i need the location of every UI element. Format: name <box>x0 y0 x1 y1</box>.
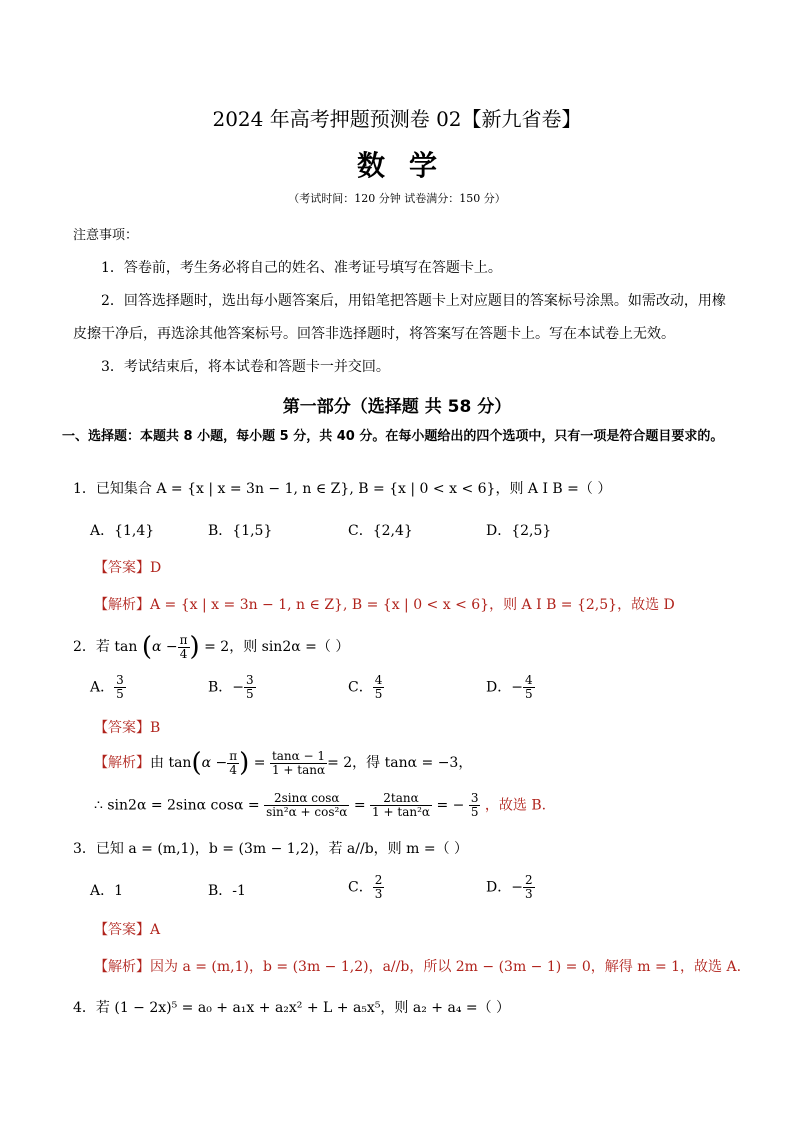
answer-value: D <box>150 560 162 576</box>
q3-option-c <box>348 874 384 901</box>
den: 5 <box>470 805 479 819</box>
num: 2sinα cosα <box>264 792 349 806</box>
answer-tag: 【答案】 <box>94 720 150 736</box>
q2-option-b <box>208 674 256 701</box>
section-heading: 第一部分（选择题 共 58 分） <box>282 397 512 417</box>
text: ，故选 B. <box>484 797 547 814</box>
answer-value: B <box>150 720 161 736</box>
q2-analysis-line-1: 【解析】由 tan(α − $\frac{\pi}{4}$ ) = $\frac{\tan\alpha - 1}{1 + \tan\alpha}$ = 2，得 tanα = −3， <box>94 748 473 778</box>
four: 4 <box>229 762 238 777</box>
den: 1 + tanα <box>271 762 326 777</box>
den: 3 <box>374 887 383 901</box>
text: ∴ sin2α = 2sinα cosα = <box>94 797 260 814</box>
pi: π <box>179 632 188 647</box>
den: 5 <box>374 687 383 701</box>
notice-item-1: 1．答卷前，考生务必将自己的姓名、准考证号填写在答题卡上。 <box>101 260 502 276</box>
label: D．− <box>486 879 523 896</box>
q1-option-a: A．{1,4} <box>90 523 155 539</box>
answer-tag: 【答案】 <box>94 922 150 938</box>
q2-option-a <box>90 674 126 701</box>
label: C． <box>348 679 373 696</box>
q2-answer <box>94 717 160 737</box>
den: 5 <box>116 687 124 701</box>
den: 5 <box>246 687 254 701</box>
num: 2 <box>374 873 383 887</box>
q3-option-d <box>486 874 535 901</box>
q1-option-c: C．{2,4} <box>348 523 413 539</box>
notice-heading: 注意事项： <box>73 228 139 243</box>
analysis-tag: 【解析】 <box>94 959 150 975</box>
q1-answer <box>94 557 161 577</box>
part-heading: 一、选择题：本题共 8 小题，每小题 5 分，共 40 分。在每小题给出的四个选项中，只有一项是符合题目要求的。 <box>62 429 724 444</box>
den: 3 <box>524 887 533 901</box>
answer-tag: 【答案】 <box>94 560 150 576</box>
num: tanα − 1 <box>271 748 326 763</box>
analysis-tag: 【解析】 <box>94 597 150 613</box>
four: 4 <box>179 646 188 661</box>
alpha-minus: α − <box>151 639 178 655</box>
notice-item-3: 3．考试结束后，将本试卷和答题卡一并交回。 <box>101 359 390 375</box>
eq: = <box>353 797 366 814</box>
eq: = − <box>436 797 465 814</box>
stem-prefix: 2．若 tan <box>73 639 138 655</box>
den: sin²α + cos²α <box>266 805 348 819</box>
label: A． <box>90 679 115 696</box>
q1-option-b: B．{1,5} <box>208 523 273 539</box>
notice-item-2-line-1: 2．回答选择题时，选出每小题答案后，用铅笔把答题卡上对应题目的答案标号涂黑。如需改动，用橡 <box>101 293 726 309</box>
q2-stem: 2．若 tan (α − $\frac{\pi}{4}$ ) = 2，则 sin2α =（ ） <box>73 632 350 662</box>
num: 3 <box>246 673 254 687</box>
q2-option-c <box>348 674 384 701</box>
q3-option-b: B．-1 <box>208 883 246 899</box>
answer-value: A <box>150 922 161 938</box>
label: B．− <box>208 679 245 696</box>
label: D．− <box>486 679 523 696</box>
den: 5 <box>524 687 533 701</box>
exam-title: 2024 年高考押题预测卷 02【新九省卷】 <box>212 107 582 131</box>
label: C． <box>348 879 373 896</box>
num: 2 <box>524 873 533 887</box>
q2-option-d <box>486 674 535 701</box>
q1-analysis <box>94 594 675 614</box>
num: 4 <box>524 673 533 687</box>
den: 1 + tan²α <box>372 805 430 819</box>
q3-analysis <box>94 956 741 976</box>
num: 4 <box>374 673 383 687</box>
time-info: （考试时间：120 分钟 试卷满分：150 分） <box>288 192 506 205</box>
notice-item-2-line-2: 皮擦干净后，再选涂其他答案标号。回答非选择题时，将答案写在答题卡上。写在本试卷上无效。 <box>73 326 675 342</box>
q2-analysis-line-2 <box>94 792 546 819</box>
alpha-minus: α − <box>201 755 228 771</box>
subject-title: 数学 <box>356 149 461 182</box>
q4-stem: 4．若 (1 − 2x)⁵ = a₀ + a₁x + a₂x² + L + a₅x⁵，则 a₂ + a₄ =（ ） <box>73 1000 511 1016</box>
q1-stem: 1．已知集合 A = {x | x = 3n − 1, n ∈ Z}, B = {x | 0 < x < 6}，则 A I B =（ ） <box>73 481 612 497</box>
text: 由 tan <box>150 755 192 771</box>
text: = 2，得 tanα = −3， <box>327 755 473 771</box>
q1-option-d: D．{2,5} <box>486 523 552 539</box>
pi: π <box>229 748 238 763</box>
stem-suffix: = 2，则 sin2α =（ ） <box>204 639 350 655</box>
analysis-tag: 【解析】 <box>94 755 150 771</box>
q3-option-a: A．1 <box>90 883 124 899</box>
analysis-text: 因为 a = (m,1)，b = (3m − 1,2)，a//b，所以 2m − (3m − 1) = 0，解得 m = 1，故选 A. <box>150 959 742 975</box>
num: 3 <box>470 791 479 805</box>
q3-answer <box>94 919 160 939</box>
q3-stem: 3．已知 a = (m,1)，b = (3m − 1,2)，若 a//b，则 m =（ ） <box>73 841 469 857</box>
num: 3 <box>116 673 124 687</box>
analysis-text: A = {x | x = 3n − 1, n ∈ Z}, B = {x | 0 < x < 6}，则 A I B = {2,5}，故选 D <box>150 597 675 613</box>
num: 2tanα <box>370 792 432 806</box>
